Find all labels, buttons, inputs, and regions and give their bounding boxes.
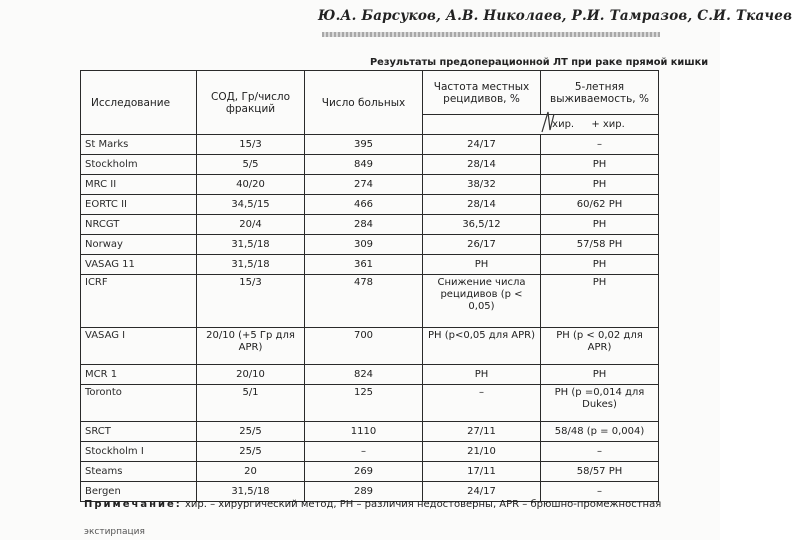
cell-dose: 15/3 bbox=[197, 275, 305, 328]
cell-recurrence: PH (p<0,05 для APR) bbox=[423, 328, 541, 365]
cell-survival: PH (p < 0,02 для APR) bbox=[541, 328, 659, 365]
note-label: Примечание: bbox=[84, 499, 182, 510]
cell-patients: 274 bbox=[305, 175, 423, 195]
cell-recurrence: – bbox=[423, 385, 541, 422]
cell-study: VASAG 11 bbox=[81, 255, 197, 275]
cell-survival: – bbox=[541, 442, 659, 462]
table-row bbox=[81, 215, 659, 235]
cell-survival: 57/58 PH bbox=[541, 235, 659, 255]
cell-study: Stockholm bbox=[81, 155, 197, 175]
note-continuation: экстирпация bbox=[84, 527, 145, 537]
cell-dose: 31,5/18 bbox=[197, 255, 305, 275]
cell-dose: 20/10 bbox=[197, 365, 305, 385]
cell-survival: PH bbox=[541, 255, 659, 275]
table-row bbox=[81, 135, 659, 155]
cell-dose: 20 bbox=[197, 462, 305, 482]
cell-recurrence: 28/14 bbox=[423, 155, 541, 175]
cell-study: Norway bbox=[81, 235, 197, 255]
cell-patients: 395 bbox=[305, 135, 423, 155]
cell-recurrence: Снижение числа рецидивов (p < 0,05) bbox=[423, 275, 541, 328]
cell-study: EORTC II bbox=[81, 195, 197, 215]
table-row bbox=[81, 175, 659, 195]
cell-recurrence: 24/17 bbox=[423, 482, 541, 502]
cell-survival: 60/62 PH bbox=[541, 195, 659, 215]
authors-header: Ю.А. Барсуков, А.В. Николаев, Р.И. Тамразов, С.И. Ткачев bbox=[318, 8, 792, 24]
cell-recurrence: 27/11 bbox=[423, 422, 541, 442]
cell-survival: PH bbox=[541, 275, 659, 328]
table-row bbox=[81, 328, 659, 365]
cell-study: Bergen bbox=[81, 482, 197, 502]
cell-dose: 34,5/15 bbox=[197, 195, 305, 215]
cell-dose: 20/10 (+5 Гр для APR) bbox=[197, 328, 305, 365]
cell-study: SRCT bbox=[81, 422, 197, 442]
table-body bbox=[81, 135, 659, 502]
table-note bbox=[84, 498, 664, 511]
cell-patients: 478 bbox=[305, 275, 423, 328]
cell-dose: 5/5 bbox=[197, 155, 305, 175]
cell-study: NRCGT bbox=[81, 215, 197, 235]
header-patients: Число больных bbox=[305, 71, 423, 135]
cell-dose: 31,5/18 bbox=[197, 235, 305, 255]
table-row bbox=[81, 422, 659, 442]
note-text: хир. – хирургический метод, PH – различия недостоверны, APR – брюшно-промежностная bbox=[185, 499, 662, 510]
cell-survival: 58/57 PH bbox=[541, 462, 659, 482]
cell-dose: 25/5 bbox=[197, 442, 305, 462]
cell-dose: 15/3 bbox=[197, 135, 305, 155]
cell-survival: PH bbox=[541, 365, 659, 385]
table-row bbox=[81, 365, 659, 385]
cell-patients: 361 bbox=[305, 255, 423, 275]
cell-recurrence: PH bbox=[423, 365, 541, 385]
cell-study: St Marks bbox=[81, 135, 197, 155]
table-row bbox=[81, 255, 659, 275]
cell-dose: 20/4 bbox=[197, 215, 305, 235]
cell-patients: 269 bbox=[305, 462, 423, 482]
cell-study: MCR 1 bbox=[81, 365, 197, 385]
table-row bbox=[81, 195, 659, 215]
header-rule bbox=[322, 32, 660, 37]
cell-survival: PH (p =0,014 для Dukes) bbox=[541, 385, 659, 422]
subheader-surgery-rt: + хир. bbox=[591, 118, 625, 130]
table-caption: Результаты предоперационной ЛТ при раке прямой кишки bbox=[370, 57, 709, 68]
cell-dose: 40/20 bbox=[197, 175, 305, 195]
cell-study: MRC II bbox=[81, 175, 197, 195]
table-row bbox=[81, 235, 659, 255]
cell-patients: 824 bbox=[305, 365, 423, 385]
cell-dose: 5/1 bbox=[197, 385, 305, 422]
header-recurrence: Частота местных рецидивов, % bbox=[423, 71, 541, 115]
cell-study: Toronto bbox=[81, 385, 197, 422]
cell-patients: 700 bbox=[305, 328, 423, 365]
cell-patients: 849 bbox=[305, 155, 423, 175]
cell-recurrence: 26/17 bbox=[423, 235, 541, 255]
cell-patients: 289 bbox=[305, 482, 423, 502]
results-table bbox=[80, 70, 659, 502]
table-row bbox=[81, 442, 659, 462]
results-table-wrapper bbox=[80, 70, 658, 502]
cell-dose: 31,5/18 bbox=[197, 482, 305, 502]
cell-survival: 58/48 (p = 0,004) bbox=[541, 422, 659, 442]
cell-recurrence: PH bbox=[423, 255, 541, 275]
cell-study: Stockholm I bbox=[81, 442, 197, 462]
cell-dose: 25/5 bbox=[197, 422, 305, 442]
cell-study: VASAG I bbox=[81, 328, 197, 365]
table-row bbox=[81, 155, 659, 175]
cell-patients: 466 bbox=[305, 195, 423, 215]
cell-survival: – bbox=[541, 135, 659, 155]
cell-patients: – bbox=[305, 442, 423, 462]
table-row bbox=[81, 275, 659, 328]
cell-survival: PH bbox=[541, 215, 659, 235]
header-dose: СОД, Гр/число фракций bbox=[197, 71, 305, 135]
header-study: Исследование bbox=[81, 71, 197, 135]
handwritten-mark bbox=[538, 108, 558, 138]
header-survival: 5-летняя выживаемость, % bbox=[541, 71, 659, 115]
cell-recurrence: 24/17 bbox=[423, 135, 541, 155]
cell-survival: PH bbox=[541, 155, 659, 175]
table-row bbox=[81, 462, 659, 482]
cell-study: ICRF bbox=[81, 275, 197, 328]
cell-patients: 284 bbox=[305, 215, 423, 235]
cell-recurrence: 17/11 bbox=[423, 462, 541, 482]
cell-survival: PH bbox=[541, 175, 659, 195]
cell-recurrence: 21/10 bbox=[423, 442, 541, 462]
cell-recurrence: 38/32 bbox=[423, 175, 541, 195]
cell-recurrence: 28/14 bbox=[423, 195, 541, 215]
cell-study: Steams bbox=[81, 462, 197, 482]
cell-recurrence: 36,5/12 bbox=[423, 215, 541, 235]
cell-patients: 125 bbox=[305, 385, 423, 422]
cell-patients: 1110 bbox=[305, 422, 423, 442]
table-row bbox=[81, 385, 659, 422]
cell-survival: – bbox=[541, 482, 659, 502]
cell-patients: 309 bbox=[305, 235, 423, 255]
subheader-surgery: хир. bbox=[552, 118, 575, 130]
